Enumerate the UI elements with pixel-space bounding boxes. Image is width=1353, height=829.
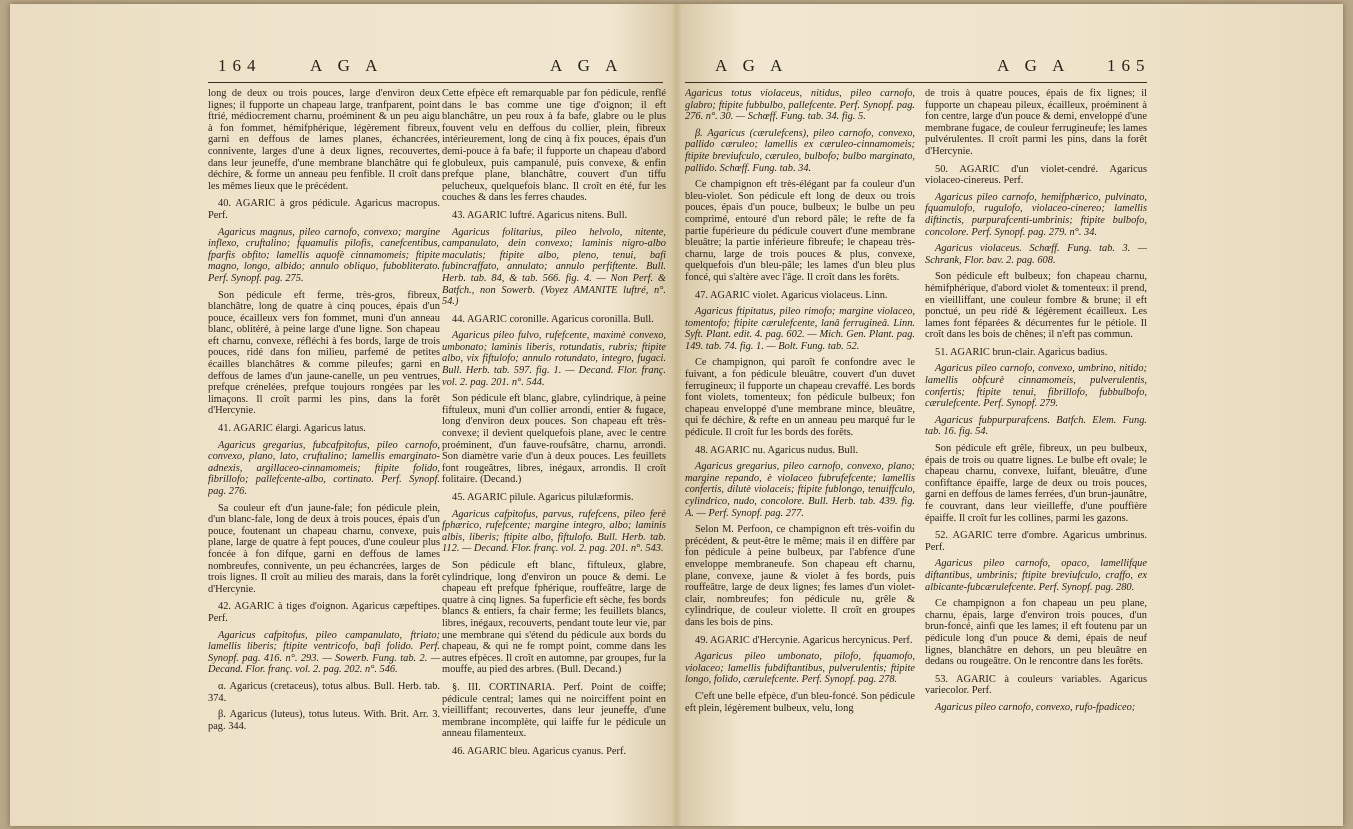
running-head-right: A G A — [997, 56, 1071, 75]
paragraph: 43. AGARIC luftré. Agaricus nitens. Bull. — [452, 209, 628, 221]
paragraph: Agaricus magnus, pileo carnofo, convexo; margine inflexo, cruftalino; fquamulis pilofis, canefcentibus, fparfis obfito; lamellis aquofè cinnamomeis; ftipite magno, longo, albido; annulo obliquo, fubobliterato. Perf. Synopf. pag. 275. — [208, 226, 440, 284]
paragraph: Cette efpèce eft remarquable par fon pédicule, renflé dans le bas comme une tige d'oignon; il eft blanchâtre, un peu roux à fa bafe, glabre ou le plus fouvent velu en deffous du collier, plein, fibreux intérieurement, long de cinq à fix pouces, épais d'un demi-pouce à fa bafe; il fupporte un chapeau d'abord globuleux, puis campanulé, puis convexe, & enfin prefque plane, blanchâtre, couvert d'un tiffu pelucheux, quelquefois blanc. Il croît en été, fur les couches & dans les ferres chaudes. — [442, 88, 666, 204]
paragraph: Agaricus fubpurpurafcens. Batfch. Elem. Fung. tab. 16. fig. 54. — [925, 414, 1147, 438]
paragraph: 45. AGARIC pilule. Agaricus pilulæformis. — [452, 492, 634, 503]
paragraph: Son pédicule eft blanc, glabre, cylindrique, à peine fiftuleux, muni d'un collier arrondi, entier & fugace, long d'environ deux pouces. Son chapeau eft très-convexe; il devient quelquefois plane, avec le centre proéminent, d'un fauve-roufsâtre, charnu, arrondi. Son diamètre varie d'un à deux pouces. Les feuillets font rougeâtres, libres, inégaux, arrondis. Il croît folitaire. (Decand.) — [442, 393, 666, 486]
paragraph: Son pédicule eft grêle, fibreux, un peu bulbeux, épais de trois ou quatre lignes. Le bulbe eft ovale; le chapeau charnu, convexe, luifant, bleuâtre, d'une confiftance épaiffe, large de deux ou trois pouces, garni en deffous de lames ferrées, d'un brun-jaunâtre, fe couvrant, dans leur vieilleffe, d'une pouffière épaiffe. Il croît fur les collines, parmi les gazons. — [925, 443, 1147, 524]
paragraph: Agaricus gregarius, pileo carnofo, convexo, plano; margine repando, è violaceo fubrufefcente; lamellis confertis, dilutè violaceis; ftipite fublongo, tenuiffculo, cylindrico, nudo, concolore. Bull. Herb. tab. 439. fig. A. — Perf. Synopf. pag. 277. — [685, 461, 915, 519]
paragraph: Agaricus pileo carnofo, opaco, lamellifque diftantibus, umbrinis; ftipite breviufculo, craffo, ex albicante-fubcærulefcente. Perf. Synopf. pag. 280. — [925, 558, 1147, 593]
paragraph: Agaricus folitarius, pileo helvolo, nitente, campanulato, dein convexo; laminis nigro-albo maculatis; ftipite albo, pleno, tenui, bafi fubincraffato, annulato; annulo perfiftente. Bull. Herb. tab. 84, & tab. 566. fig. 4. — Non Perf. & Batfch., non Sowerb. (Voyez AMANITE luftré, n°. 54.) — [442, 226, 666, 308]
paragraph: Agaricus ftipitatus, pileo rimofo; margine violaceo, tomentofo; ftipite cærulefcente, lanâ ferrugineâ. Linn. Syft. Plant. edit. 4. pag. 602. — Mich. Gen. Plant. pag. 149. tab. 74. fig. 1. — Bolt. Fung. tab. 52. — [685, 306, 915, 352]
paragraph: Ce champignon eft très-élégant par fa couleur d'un bleu-violet. Son pédicule eft long de deux ou trois pouces, épais d'un pouce, bulbeux; le bulbe un peu comprimé, entouré d'un rebord pâle; le refte de fa partie fupérieure du pédicule couvert d'une membrane bleuâtre; la partie inférieure fibreufe; le chapeau très-charnu, large de trois pouces & plus, convexe, quelquefois d'un bleu-pâle; les lames d'un bleu plus foncé, qui s'altère avec l'âge. Il croît dans les forêts. — [685, 179, 915, 283]
paragraph: 48. AGARIC nu. Agaricus nudus. Bull. — [695, 444, 859, 456]
paragraph: Selon M. Perfoon, ce champignon eft très-voifin du précédent, & peut-être le même; mais il en diffère par fon pédicule à peine bulbeux, par l'abfence d'une enveloppe membraneufe. Son chapeau eft charnu, plane, convexe, jaune & violet à fes bords, puis rouffeâtre, large de deux lignes; fes lames d'un violet-clair, nombreufes; fon pédicule nu, grêle & cylindrique, de couleur violette. Il croît en groupes dans les bois de pins. — [685, 524, 915, 628]
paragraph: Son pédicule eft bulbeux; fon chapeau charnu, hémifphérique, d'abord violet & tomenteux: il prend, en vieilliffant, une couleur fombre & brune; il eft ponctué, un peu ridé & légèrement écailleux. Les lames font féparées & décurrentes fur le pétiole. Il croît dans les bois de chênes; il n'eft pas commun. — [925, 271, 1147, 341]
running-head-right: A G A — [550, 56, 624, 75]
paragraph: β. Agaricus (luteus), totus luteus. With. Brit. Arr. 3. pag. 344. — [208, 709, 440, 732]
paragraph: 52. AGARIC terre d'ombre. Agaricus umbrinus. Perf. — [925, 530, 1147, 553]
right-page-column-2 — [925, 88, 1147, 820]
running-head-left: A G A — [715, 56, 789, 75]
paragraph: 53. AGARIC à couleurs variables. Agaricus variecolor. Perf. — [925, 673, 1147, 697]
right-page-column-1 — [685, 88, 915, 820]
paragraph: Agaricus cafpitofus, parvus, rufefcens, pileo ferè fphærico, rufefcente; margine integro, albo; laminis albis, liberis; ftipite albo, fiftulofo. Bull. Herb. tab. 112. — Decand. Flor. franç. vol. 2. pag. 201. n°. 543. — [442, 508, 666, 555]
paragraph: Agaricus totus violaceus, nitidus, pileo carnofo, glabro; ftipite fubbulbo, pallefcente. Perf. Synopf. pag. 276. n°. 30. — Schœff. Fung. tab. 34. fig. 5. — [685, 88, 915, 123]
right-page-header — [677, 56, 1343, 82]
paragraph: 42. AGARIC à tiges d'oignon. Agaricus cæpeftipes. Perf. — [208, 601, 440, 624]
header-rule — [685, 82, 1147, 83]
paragraph: Agaricus pileo carnofo, hemifphærico, pulvinato, fquamulofo, rugulofo, violaceo-cinereo; lamellis diftinctis, purpurafcenti-umbrinis; ftipite bulbofo, concolore. Perf. Synopf. pag. 279. n°. 34. — [925, 191, 1147, 238]
paragraph: Agaricus pileo umbonato, pilofo, fquamofo, violaceo; lamellis fubdiftantibus, pulverulentis; ftipite longo, folido, cærulefcente. Perf. Synopf. pag. 278. — [685, 651, 915, 686]
paragraph: 40. AGARIC à gros pédicule. Agaricus macropus. Perf. — [208, 198, 440, 221]
header-rule — [208, 82, 663, 83]
paragraph: 46. AGARIC bleu. Agaricus cyanus. Perf. — [452, 745, 627, 757]
paragraph: Agaricus pileo fulvo, rufefcente, maximè convexo, umbonato; laminis liberis, rotundatis, rubris; ftipite albo, vix fiftulofo; annulo rotundato, integro, fugaci. Bull. Herb. tab. 597. fig. 1. — Decand. Flor. franç. vol. 2. pag. 201. n°. 544. — [442, 330, 666, 388]
paragraph: de trois à quatre pouces, épais de fix lignes; il fupporte un chapeau pileux, écailleux, proéminent à fon centre, large d'un pouce & demi, enveloppé d'une membrane fugace, de couleur ferrugineufe; les lames pulvérulentes. Il croît parmi les pins, dans la forêt d'Hercynie. — [925, 88, 1147, 157]
page-number: 165 — [1107, 56, 1151, 75]
left-page-column-2 — [442, 88, 666, 820]
paragraph: Agaricus pileo carnofo, convexo, rufo-fpadiceo; — [935, 701, 1136, 713]
left-page-header — [10, 56, 676, 82]
book-spread — [10, 4, 1343, 826]
page-number: 164 — [218, 56, 262, 75]
paragraph: Ce champignon, qui paroît fe confondre avec le fuivant, a fon pédicule bleuâtre, couvert d'un duvet ferrugineux; il fupporte un chapeau crevaffé. Les bords font violets, tomenteux; fon pédicule bulbeux; fon chapeau enveloppé d'une membrane mince, bleuâtre, qui fe déchire, & refte en un anneau peu marqué fur le pédicule. Il croît fur les bords des forêts. — [685, 357, 915, 439]
paragraph: α. Agaricus (cretaceus), totus albus. Bull. Herb. tab. 374. — [208, 680, 440, 704]
paragraph: 51. AGARIC brun-clair. Agaricus badius. — [935, 346, 1108, 358]
running-head-left: A G A — [310, 56, 384, 75]
paragraph: Agaricus pileo carnofo, convexo, umbrino, nitido; lamellis obfcurè cinnamomeis, pulverulentis, confertis; ftipite tenui, fibrillofo, fubbulbofo, cærulefcente. Perf. Synopf. 279. — [925, 363, 1147, 410]
paragraph: 47. AGARIC violet. Agaricus violaceus. Linn. — [695, 289, 888, 301]
paragraph: 50. AGARIC d'un violet-cendré. Agaricus violaceo-cinereus. Perf. — [925, 163, 1147, 187]
right-page — [677, 4, 1343, 826]
paragraph: Son pédicule eft blanc, fiftuleux, glabre, cylindrique, long d'environ un pouce & demi. Le chapeau eft prefque fphérique, rouffeâtre, large de quatre à cinq lignes. Sa fuperficie eft sèche, fes bords blancs & entiers, fa chair ferme; les feuillets blancs, libres, inégaux, recouverts, pendant toute leur vie, par une membrane qui s'étend du pédicule aux bords du chapeau, & qui ne fe rompt point, comme dans les autres efpèces. Il croît en automne, par groupes, fur la mouffe, au pied des arbres. (Bull. Decand.) — [442, 559, 666, 676]
paragraph: Agaricus cafpitofus, pileo campanulato, ftriato; lamellis liberis; ftipite ventricofo, bafi folido. Perf. Synopf. pag. 416. n°. 293. — Sowerb. Fung. tab. 2. — Decand. Flor. franç. vol. 2. pag. 202. n°. 546. — [208, 629, 440, 676]
paragraph: Agaricus gregarius, fubcafpitofus, pileo carnofo, convexo, plano, lato, cruftalino; lamellis emarginato-adnexis, argillaceo-cinnamomeis; ftipite folido, fibrillofo; pallefcente-albo, cortinato. Perf. Synopf. pag. 276. — [208, 439, 440, 497]
paragraph: Son pédicule eft ferme, très-gros, fibreux, blanchâtre, long de quatre à cinq pouces, épais d'un pouce, écailleux vers fon fommet, muni d'un anneau blanc, oblitéré, à peine large d'une ligne. Son chapeau eft charnu, convexe, réfléchi à fes bords, large de trois pouces, ridé dans fon milieu, parfemé de petites écailles blanchâtres & comme pileufes; garni en deffous de lames d'un jaune-canelle, un peu ventrues, prefque crénelées, prefque toujours rongées par les limaçons. Il croît parmi les pins, dans la forêt d'Hercynie. — [208, 289, 440, 417]
left-page — [10, 4, 676, 826]
paragraph: §. III. CORTINARIA. Perf. Point de coiffe; pédicule central; lames qui ne noirciffent point en vieilliffant; recouvertes, dans leur jeuneffe, d'une membrane incomplète, qui laiffe fur le pédicule un anneau filamenteux. — [442, 681, 666, 740]
paragraph: Sa couleur eft d'un jaune-fale; fon pédicule plein, d'un blanc-fale, long de deux à trois pouces, épais d'un pouce, foutenant un chapeau charnu, convexe, puis plane, large de quatre à fept pouces, d'une couleur plus foncée à fon difque, garni en deffous de lames nombreufes, connivente, un peu échancrées, larges de trois lignes. Il croît au milieu des marais, dans la forêt d'Hercynie. — [208, 502, 440, 595]
paragraph: C'eft une belle efpèce, d'un bleu-foncé. Son pédicule eft plein, légèrement bulbeux, velu, long — [685, 690, 915, 714]
left-page-column-1 — [208, 88, 440, 820]
paragraph: Ce champignon a fon chapeau un peu plane, charnu, épais, large d'environ trois pouces, d'un brun-foncé, ainfi que les lames; il eft foutenu par un pédicule long d'un pouce & demi, épais de neuf lignes, blanchâtre en dehors, un peu bleuâtre en dedans ou rougeâtre. On le rencontre dans les forêts. — [925, 598, 1147, 668]
paragraph: 41. AGARIC élargi. Agaricus latus. — [218, 423, 366, 435]
paragraph: long de deux ou trois pouces, large d'environ deux lignes; il fupporte un chapeau large, tranfparent, point ftrié, médiocrement charnu, proéminent & un peu aigu à fon fommet, hémifphérique, légèrement fibreux, garni en deffous de lames planes, échancrées, connivente, larges d'une à deux lignes, recouvertes, dans leur jeuneffe, d'une membrane blanchâtre qui fe déchire, & forme un anneau peu fenfible. Il croît dans les mêmes lieux que le précédent. — [208, 88, 440, 192]
paragraph: Agaricus violaceus. Schœff. Fung. tab. 3. — Schrank, Flor. bav. 2. pag. 608. — [925, 243, 1147, 266]
paragraph: 49. AGARIC d'Hercynie. Agaricus hercynicus. Perf. — [695, 634, 913, 646]
paragraph: 44. AGARIC coronille. Agaricus coronilla. Bull. — [452, 313, 654, 325]
paragraph: β. Agaricus (cærulefcens), pileo carnofo, convexo, pallido cæruleo; lamellis ex cæruleo-cinnamomeis; ftipite breviufculo, cæruleo, bulbofo; bulbo marginato, pallido. Schœff. Fung. tab. 34. — [685, 127, 915, 174]
